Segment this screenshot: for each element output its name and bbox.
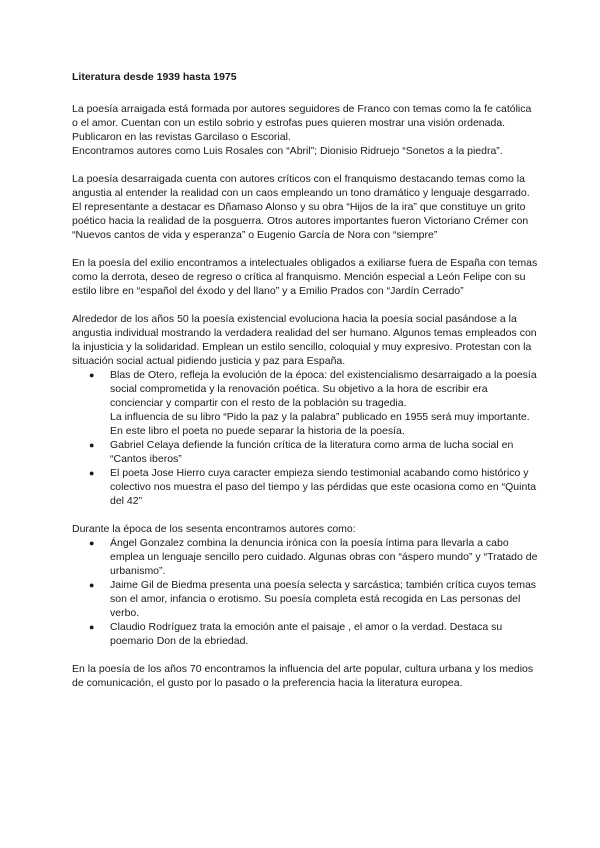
paragraph-line: En la poesía del exilio encontramos a intelectuales obligados a exiliarse fuera de España con temas como la derrota, deseo de regreso o crítica al franquismo. Mención especial a León Felipe con su estilo libre en “español del éxodo y del llano” y a Emilio Prados con “Jardín Cerrado” [72,257,538,297]
list-item [72,368,540,438]
paragraph-poesia-social [72,312,540,368]
list-item-text: Claudio Rodríguez trata la emoción ante el paisaje , el amor o la verdad. Destaca su poemario Don de la ebriedad. [110,621,503,647]
social-poets-list [72,368,540,508]
document-title: Literatura desde 1939 hasta 1975 [72,71,237,83]
paragraph-sesenta [72,522,540,536]
list-item-text: Blas de Otero, refleja la evolución de la época: del existencialismo desarraigado a la poesía social comprometida y la renovación poética. Su objetivo a la hora de escribir era concienciar y compartir con el resto de la población su tragedia. [110,369,537,409]
bullet-icon: ● [89,370,95,380]
paragraph-line: Alrededor de los años 50 la poesía existencial evoluciona hacia la poesía social pasándose a la angustia individual mostrando la verdadera realidad del ser humano. Algunos temas empleados con la injusticia y la solidaridad. Emplean un estilo sencillo, coloquial y muy expresivo. Protestan con la situación social actual pidiendo justicia y paz para España. [72,313,537,367]
list-item-text: La influencia de su libro “Pido la paz y la palabra” publicado en 1955 será muy importante. En este libro el poeta no puede separar la historia de la poesía. [110,411,530,437]
list-item-text: Jaime Gil de Biedma presenta una poesía selecta y sarcástica; también crítica cuyos temas son el amor, infancia o erotismo. Su poesía completa está recogida en Las personas del verbo. [110,579,537,619]
bullet-icon: ● [89,622,95,632]
paragraph-line: Encontramos autores como Luis Rosales con “Abril”; Dionisio Ridruejo “Sonetos a la piedra”. [72,145,503,157]
bullet-icon: ● [89,440,95,450]
list-item-text: El poeta Jose Hierro cuya caracter empieza siendo testimonial acabando como histórico y colectivo nos muestra el paso del tiempo y las pérdidas que este ocasiona como en “Quinta del 42” [110,467,537,507]
sixties-poets-list [72,536,540,648]
list-item [72,438,540,466]
paragraph-line: Durante la época de los sesenta encontramos autores como: [72,523,356,535]
list-item [72,466,540,508]
paragraph-line: La poesía desarraigada cuenta con autores críticos con el franquismo destacando temas como la angustia al entender la realidad con un caos empleando un tono dramático y lenguaje desgarrado. El representante a destacar es Dñamaso Alonso y su obra “Hijos de la ira” que constituye un grito poético hacia la realidad de la posguerra. Otros autores importantes fueron Victoriano Crémer con “Nuevos cantos de vida y esperanza” o Eugenio García de Nora con “siempre” [72,173,530,241]
paragraph-poesia-arraigada [72,102,540,158]
list-item [72,578,540,620]
paragraph-line: En la poesía de los años 70 encontramos la influencia del arte popular, cultura urbana y los medios de comunicación, el gusto por lo pasado o la preferencia hacia la literatura europea. [72,663,534,689]
list-item [72,620,540,648]
bullet-icon: ● [89,538,95,548]
paragraph-poesia-desarraigada [72,172,540,242]
bullet-icon: ● [89,580,95,590]
list-item-text: Ángel Gonzalez combina la denuncia irónica con la poesía íntima para llevarla a cabo emplea un lenguaje sencillo pero cuidado. Algunas obras con “áspero mundo” y “Tratado de urbanismo”. [110,537,538,577]
paragraph-setenta [72,662,540,690]
bullet-icon: ● [89,468,95,478]
paragraph-line: La poesía arraigada está formada por autores seguidores de Franco con temas como la fe católica o el amor. Cuentan con un estilo sobrio y estrofas pues quieren mostrar una visión ordenada. Publicaron en las revistas Garcilaso o Escorial. [72,103,532,143]
list-item-text: Gabriel Celaya defiende la función crítica de la literatura como arma de lucha social en “Cantos iberos” [110,439,514,465]
paragraph-poesia-exilio [72,256,540,298]
list-item [72,536,540,578]
